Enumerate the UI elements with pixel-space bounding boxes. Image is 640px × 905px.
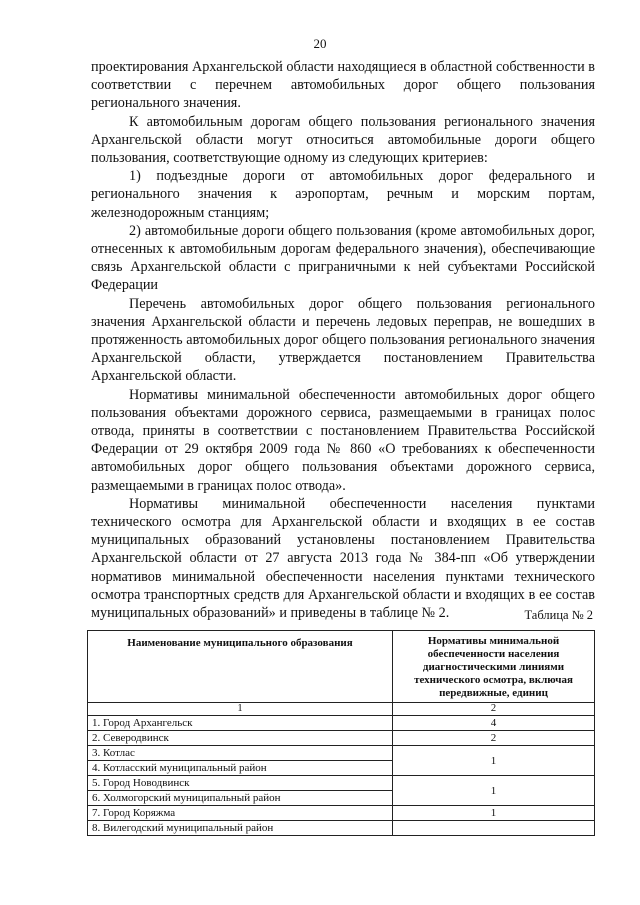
table-header-row: [88, 631, 595, 703]
column-number-row: [88, 703, 595, 716]
table-row: [88, 821, 595, 836]
municipality-name: 8. Вилегодский муниципальный район: [88, 821, 393, 836]
paragraph: Нормативы минимальной обеспеченности автомобильных дорог общего пользования объектами дорожного сервиса, размещаемыми в границах полос отвода, приняты в соответствии с постановлением Правительства Российской Федерации от 29 октября 2009 года № 860 «О требованиях к обеспеченности автомобильных дорог общего пользования объектами дорожного сервиса, размещаемыми в границах полос отвода».: [91, 386, 595, 494]
header-municipality: Наименование муниципального образования: [88, 631, 393, 703]
paragraph: 1) подъездные дороги от автомобильных дорог федерального и регионального значения к аэропортам, речным и морским портам, железнодорожным станциям;: [91, 168, 595, 221]
municipality-name: 5. Город Новодвинск: [88, 776, 393, 791]
table-caption: Таблица № 2: [524, 608, 593, 622]
municipality-name: 2. Северодвинск: [88, 731, 393, 746]
municipality-name: 7. Город Коряжма: [88, 806, 393, 821]
column-number: 1: [88, 703, 393, 716]
municipality-name: 6. Холмогорский муниципальный район: [88, 791, 393, 806]
document-body: [91, 58, 595, 622]
table-row: [88, 716, 595, 731]
paragraph: К автомобильным дорогам общего пользования регионального значения Архангельской области могут относиться автомобильные дороги общего пользования, соответствующие одному из следующих критериев:: [91, 113, 595, 167]
norm-value: 1: [393, 746, 595, 776]
norm-value: [393, 821, 595, 836]
municipality-name: 4. Котласский муниципальный район: [88, 761, 393, 776]
paragraph: 2) автомобильные дороги общего пользования (кроме автомобильных дорог, отнесенных к автомобильным дорогам федерального значения), обеспечивающие связь Архангельской области с приграничными к ней субъектами Российской Федерации: [91, 222, 595, 294]
municipality-name: 1. Город Архангельск: [88, 716, 393, 731]
table-row: [88, 806, 595, 821]
paragraph: проектирования Архангельской области находящиеся в областной собственности в соответствии с перечнем автомобильных дорог общего пользования регионального значения.: [91, 59, 595, 112]
header-norms: Нормативы минимальной обеспеченности населения диагностическими линиями технического осмотра, включая передвижные, единиц: [393, 631, 595, 703]
page-number: 20: [313, 36, 327, 51]
table-row: [88, 746, 595, 761]
table-body: [88, 703, 595, 836]
norm-value: 1: [393, 806, 595, 821]
table-row: [88, 731, 595, 746]
table-row: [88, 776, 595, 791]
column-number: 2: [393, 703, 595, 716]
municipality-name: 3. Котлас: [88, 746, 393, 761]
paragraph: Нормативы минимальной обеспеченности населения пунктами технического осмотра для Архангельской области и входящих в ее состав муниципальных образований установлены постановлением Правительства Архангельской области от 27 августа 2013 года № 384-пп «Об утверждении нормативов минимальной обеспеченности населения пунктами технического осмотра транспортных средств для Архангельской области и входящих в ее состав муниципальных образований» и приведены в таблице № 2.: [91, 495, 595, 622]
norm-value: 2: [393, 731, 595, 746]
norm-value: 4: [393, 716, 595, 731]
norms-table: [87, 630, 595, 836]
norm-value: 1: [393, 776, 595, 806]
paragraph: Перечень автомобильных дорог общего пользования регионального значения Архангельской области и перечень ледовых переправ, не вошедших в протяженность автомобильных дорог общего пользования регионального значения Архангельской области, утверждается постановлением Правительства Архангельской области.: [91, 295, 595, 385]
